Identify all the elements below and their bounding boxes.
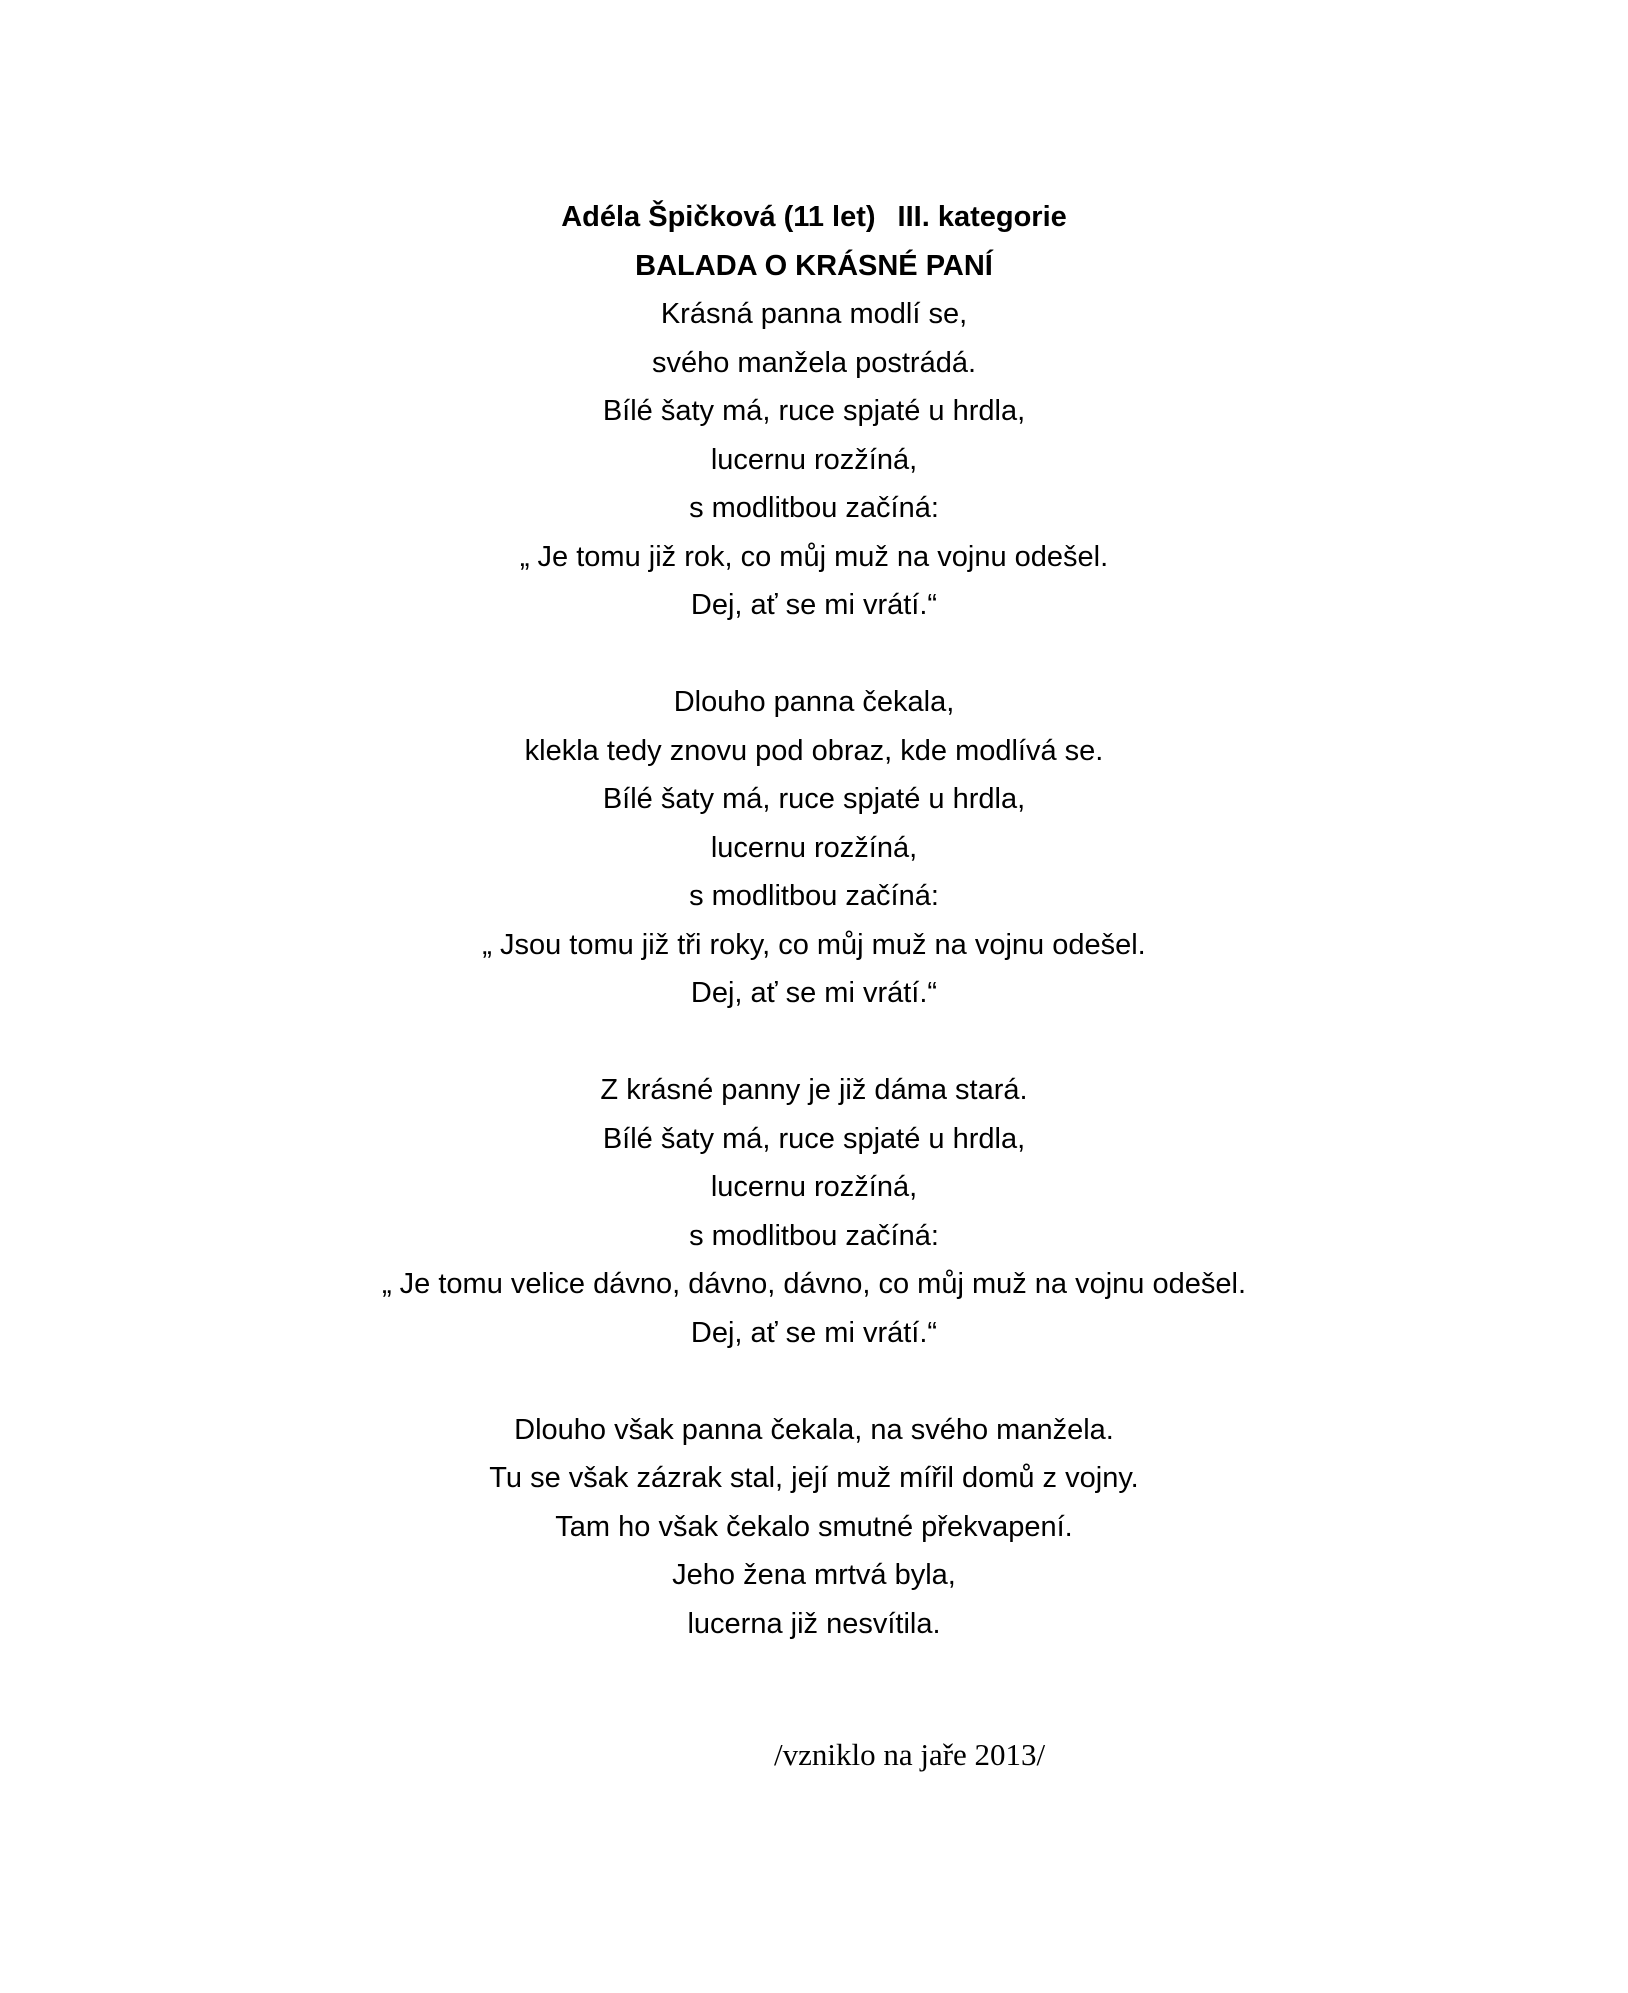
poem-line: „ Jsou tomu již tři roky, co můj muž na vojnu odešel. xyxy=(482,928,1146,961)
author-name: Adéla Špičková (11 let) xyxy=(561,201,876,233)
poem-line: Dej, ať se mi vrátí.“ xyxy=(690,589,938,621)
category-label: III. kategorie xyxy=(897,201,1067,233)
poem-line: Dej, ať se mi vrátí.“ xyxy=(690,1316,938,1349)
poem-line: lucerna již nesvítila. xyxy=(687,1607,941,1640)
poem-line: Bílé šaty má, ruce spjaté u hrdla, xyxy=(602,783,1026,815)
stanza-4 xyxy=(0,1406,1628,1649)
stanza-1 xyxy=(0,290,1628,630)
poem-line: Dlouho však panna čekala, na svého manžela. xyxy=(514,1413,1114,1446)
poem-line: lucernu rozžíná, xyxy=(710,443,918,476)
poem-line: s modlitbou začíná: xyxy=(689,880,939,912)
poem-title: BALADA O KRÁSNÉ PANÍ xyxy=(635,249,993,282)
stanza-break xyxy=(0,1357,1628,1406)
poem-line: s modlitbou začíná: xyxy=(689,492,939,524)
stanza-break xyxy=(0,1018,1628,1067)
poem-line: svého manžela postrádá. xyxy=(651,346,977,379)
poem-line: lucernu rozžíná, xyxy=(710,1171,918,1203)
poem-line: „ Je tomu již rok, co můj muž na vojnu odešel. xyxy=(519,540,1109,573)
poem-line: Bílé šaty má, ruce spjaté u hrdla, xyxy=(602,1122,1026,1155)
stanza-break xyxy=(0,630,1628,679)
poem-line: Dej, ať se mi vrátí.“ xyxy=(690,977,938,1009)
poem-line: Bílé šaty má, ruce spjaté u hrdla, xyxy=(602,395,1026,427)
poem-line: Z krásné panny je již dáma stará. xyxy=(600,1074,1028,1106)
stanza-2 xyxy=(0,678,1628,1018)
author-line xyxy=(0,193,1628,242)
creation-note: /vzniklo na jaře 2013/ xyxy=(774,1737,1046,1772)
poem-line: klekla tedy znovu pod obraz, kde modlívá se. xyxy=(524,734,1104,767)
poem-line: „ Je tomu velice dávno, dávno, dávno, co můj muž na vojnu odešel. xyxy=(381,1268,1247,1300)
poem-line: Tu se však zázrak stal, její muž mířil domů z vojny. xyxy=(489,1462,1139,1494)
poem-line: Tam ho však čekalo smutné překvapení. xyxy=(555,1510,1073,1543)
stanza-3 xyxy=(0,1066,1628,1357)
poem-line: s modlitbou začíná: xyxy=(689,1219,939,1252)
poem-line: Dlouho panna čekala, xyxy=(673,686,955,718)
poem-document xyxy=(0,193,1628,1648)
poem-line: Krásná panna modlí se, xyxy=(660,298,968,330)
poem-line: Jeho žena mrtvá byla, xyxy=(672,1559,956,1591)
poem-line: lucernu rozžíná, xyxy=(710,831,918,864)
